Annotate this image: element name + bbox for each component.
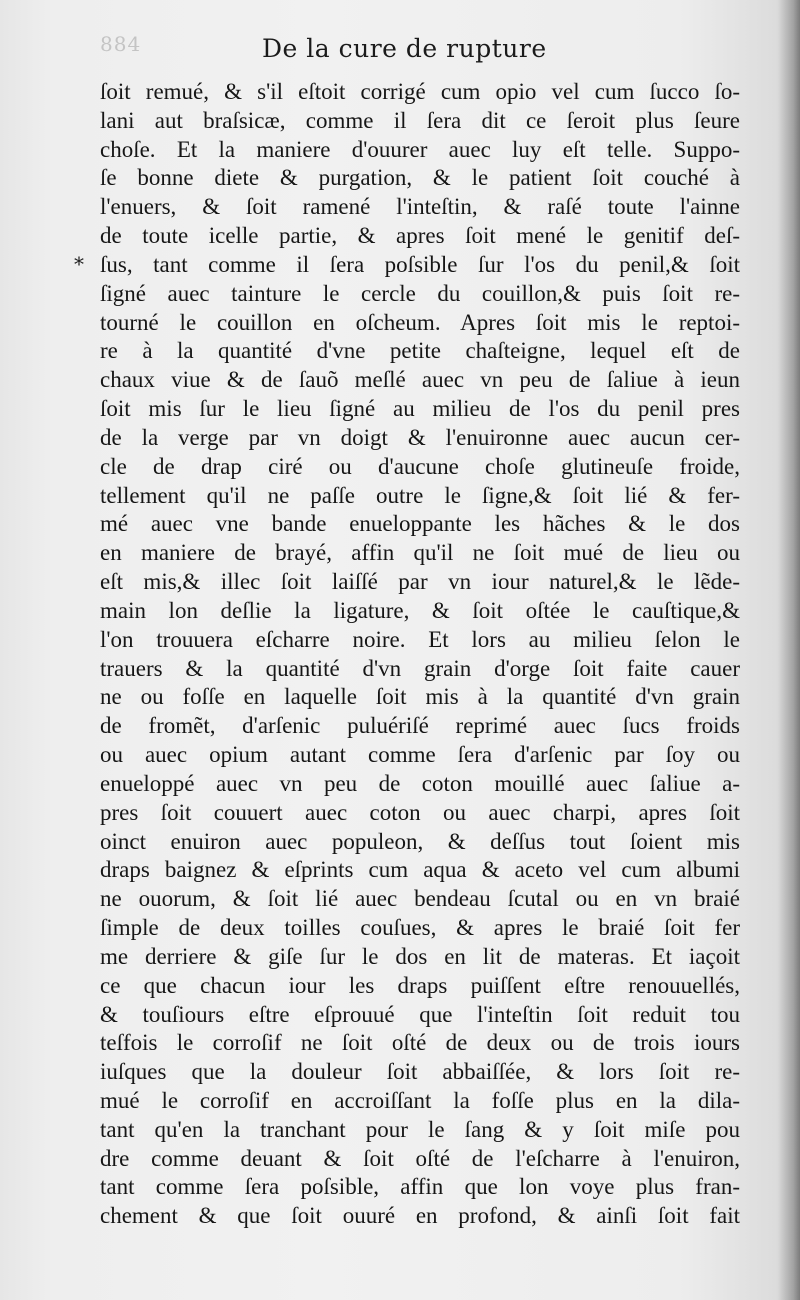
text-line: ou auec opium autant comme ſera d'arſenic par ſoy ou [100,742,740,768]
text-line: mué le corroſif en accroiſſant la foſſe plus en la dila- [100,1087,740,1113]
text-line: ce que chacun iour les draps puiſſent eſtre renouuellés, [100,972,740,998]
text-line: choſe. Et la maniere d'ouurer auec luy eſt telle. Suppo- [100,136,740,162]
text-line: & touſiours eſtre eſprouué que l'inteſtin ſoit reduit tou [100,1001,740,1027]
text-line: ſus, tant comme il ſera poſsible ſur l'os du penil,& ſoit [100,251,740,277]
bleed-through-text: 884 [100,32,142,56]
text-line: eſt mis,& illec ſoit laiſſé par vn iour naturel,& le lẽde- [100,569,740,595]
text-line: tant qu'en la tranchant pour le ſang & y ſoit miſe pou [100,1116,740,1142]
text-line: ne ou foſſe en laquelle ſoit mis à la quantité d'vn grain [100,684,740,710]
text-line: ne ouorum, & ſoit lié auec bendeau ſcutal ou en vn braié [100,886,740,912]
text-line: pres ſoit couuert auec coton ou auec charpi, apres ſoit [100,799,740,825]
text-line: iuſques que la douleur ſoit abbaiſſée, & lors ſoit re- [100,1059,740,1085]
text-line: tellement qu'il ne paſſe outre le ſigne,& ſoit lié & fer- [100,482,740,508]
text-line: en maniere de brayé, affin qu'il ne ſoit mué de lieu ou [100,540,740,566]
text-line: l'enuers, & ſoit ramené l'inteſtin, & raſé toute l'ainne [100,194,740,220]
text-line: de fromẽt, d'arſenic puluériſé reprimé auec ſucs froids [100,713,740,739]
body-text [100,78,740,1231]
text-line: oinct enuiron auec populeon, & deſſus tout ſoient mis [100,828,740,854]
text-line: ſimple de deux toilles couſues, & apres le braié ſoit fer [100,915,740,941]
margin-asterisk: * [74,252,84,276]
text-line: mé auec vne bande enueloppante les hãches & le dos [100,511,740,537]
text-line: chement & que ſoit ouuré en profond, & ainſi ſoit fait [100,1203,740,1229]
text-line: me derriere & giſe ſur le dos en lit de materas. Et iaçoit [100,943,740,969]
text-line: draps baignez & eſprints cum aqua & aceto vel cum albumi [100,857,740,883]
text-line: main lon deſlie la ligature, & ſoit oſtée le cauſtique,& [100,597,740,623]
text-line: tant comme ſera poſsible, affin que lon voye plus fran- [100,1174,740,1200]
text-line: ſoit mis ſur le lieu ſigné au milieu de l'os du penil pres [100,396,740,422]
text-line: de toute icelle partie, & apres ſoit mené le genitif deſ- [100,223,740,249]
text-line: ſoit remué, & s'il eſtoit corrigé cum opio vel cum ſucco ſo- [100,79,740,104]
text-line: ſe bonne diete & purgation, & le patient ſoit couché à [100,165,740,191]
text-line: teſfois le corroſif ne ſoit oſté de deux ou de trois iours [100,1030,740,1056]
text-line: tourné le couillon en oſcheum. Apres ſoit mis le reptoi- [100,309,740,335]
text-line: enueloppé auec vn peu de coton mouillé auec ſaliue a- [100,770,740,796]
text-line: l'on trouuera eſcharre noire. Et lors au milieu ſelon le [100,626,740,652]
running-head: De la cure de rupture [262,34,547,63]
page-gutter-shadow [778,0,800,1300]
text-line: cle de drap ciré ou d'aucune choſe glutineuſe froide, [100,453,740,479]
text-line: ſigné auec tainture le cercle du couillon,& puis ſoit re- [100,280,740,306]
text-line: re à la quantité d'vne petite chaſteigne, lequel eſt de [100,338,740,364]
text-line: chaux viue & de ſauõ meſlé auec vn peu de ſaliue à ieun [100,367,740,393]
text-line: trauers & la quantité d'vn grain d'orge ſoit faite cauer [100,655,740,681]
text-line: dre comme deuant & ſoit oſté de l'eſcharre à l'enuiron, [100,1145,740,1171]
text-line: de la verge par vn doigt & l'enuironne auec aucun cer- [100,424,740,450]
text-line: lani aut braſsicæ, comme il ſera dit ce ſeroit plus ſeure [100,107,740,133]
